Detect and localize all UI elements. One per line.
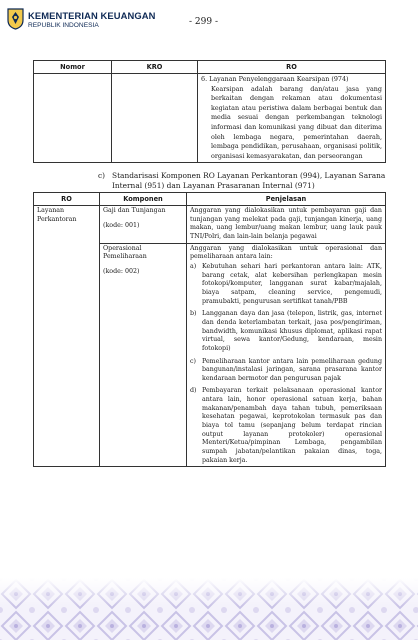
table-row <box>34 206 386 244</box>
list-item <box>190 358 382 384</box>
header-penjelasan: Penjelasan <box>187 193 386 206</box>
ministry-name: KEMENTERIAN KEUANGAN <box>28 10 156 21</box>
page-number: - 299 - <box>189 17 218 27</box>
list-marker: c) <box>190 357 196 365</box>
republic-name: REPUBLIK INDONESIA <box>28 22 99 29</box>
komponen-name: Operasional Pemeliharaan <box>103 244 147 261</box>
ro-table-continued <box>33 60 386 163</box>
table-row <box>34 74 386 163</box>
ministry-header <box>28 10 156 30</box>
list-marker: b) <box>190 310 197 318</box>
list-item <box>190 263 382 306</box>
section-title: Standarisasi Komponen RO Layanan Perkantoran (994), Layanan Sarana Internal (951) dan Layanan Prasaranan Internal (971) <box>112 171 386 191</box>
cell-komponen <box>100 243 187 467</box>
header-nomor: Nomor <box>34 61 112 74</box>
header-ro: RO <box>198 61 386 74</box>
komponen-code: (kode: 002) <box>103 267 140 275</box>
komponen-code: (kode: 001) <box>103 221 140 229</box>
cell-komponen <box>100 206 187 244</box>
header-komponen: Komponen <box>100 193 187 206</box>
section-marker: c) <box>98 171 106 180</box>
list-text: Kebutuhan sehari hari perkantoran antara lain: ATK, barang cetak, alat kebersihan perlengkapan mesin fotokopi/komputer, langganan surat kabar/majalah, biaya satpam, cleaning service, pengemudi, pramubakti, pengurusan sertifikat tanah/PBB <box>202 262 382 305</box>
cell-nomor <box>34 74 112 163</box>
list-item <box>190 310 382 353</box>
header-ro: RO <box>34 193 100 206</box>
kemenkeu-emblem-icon <box>7 8 24 30</box>
cell-penjelasan: Anggaran yang dialokasikan untuk pembayaran gaji dan tunjangan yang melekat pada gaji, tunjangan kinerja, uang makan, uang lembur/uang makan lembur, uang lauk pauk TNI/Polri, dan lain-lain belanja pegawai <box>187 206 386 244</box>
komponen-table <box>33 192 386 467</box>
cell-kro <box>112 74 198 163</box>
batik-footer-pattern <box>0 578 418 640</box>
cell-penjelasan <box>187 243 386 467</box>
ro-item-description: Kearsipan adalah barang dan/atau jasa yang berkaitan dengan rekaman atau dokumentasi kegiatan atau peristiwa dalam berbagai bentuk dan media sesuai dengan perkembangan teknologi informasi dan komunikasi yang dibuat dan diterima oleh lembaga negara, pemerintahan daerah, lembaga pendidikan, perusahaan, organisasi politik, organisasi kemasyarakatan, dan perseorangan <box>211 84 382 160</box>
table-header-row <box>34 193 386 206</box>
ro-item-title: 6. Layanan Penyelenggaraan Kearsipan (974) <box>201 75 349 83</box>
list-marker: d) <box>190 387 197 395</box>
penjelasan-intro: Anggaran yang dialokasikan untuk operasional dan pemeliharaan antara lain: <box>190 244 382 261</box>
cell-ro-name: Layanan Perkantoran <box>34 206 100 467</box>
section-c-heading <box>98 171 388 192</box>
cell-ro <box>198 74 386 163</box>
list-text: Pembayaran terkait pelaksanaan operasional kantor antara lain, honor operasional satuan kerja, bahan makanan/penambah daya tahan tubuh, pemeriksaan kesehatan pegawai, keprotokolan termasuk pas dan biaya tol tamu (sepanjang belum terdapat rincian output layanan protokoler) operasional Menteri/Ketua/pimpinan Lembaga, pengambilan sumpah jabatan/pelantikan pakaian dinas, toga, pakaian kerja. <box>202 387 382 464</box>
table-header-row <box>34 61 386 74</box>
komponen-name: Gaji dan Tunjangan <box>103 207 166 214</box>
list-text: Pemeliharaan kantor antara lain pemeliharaan gedung bangunan/instalasi jaringan, sarana prasarana kantor kendaraan bermotor dan pengurusan pajak <box>202 357 382 382</box>
list-text: Langganan daya dan jasa (telepon, listrik, gas, internet dan denda keterlambatan terkait, jasa pos/pengiriman, bandwidth, komunikasi khusus diplomat, aplikasi rapat virtual, sewa kantor/Gedung, kendaraan, mesin fotokopi) <box>202 310 382 352</box>
list-marker: a) <box>190 262 197 270</box>
list-item <box>190 387 382 465</box>
header-kro: KRO <box>112 61 198 74</box>
